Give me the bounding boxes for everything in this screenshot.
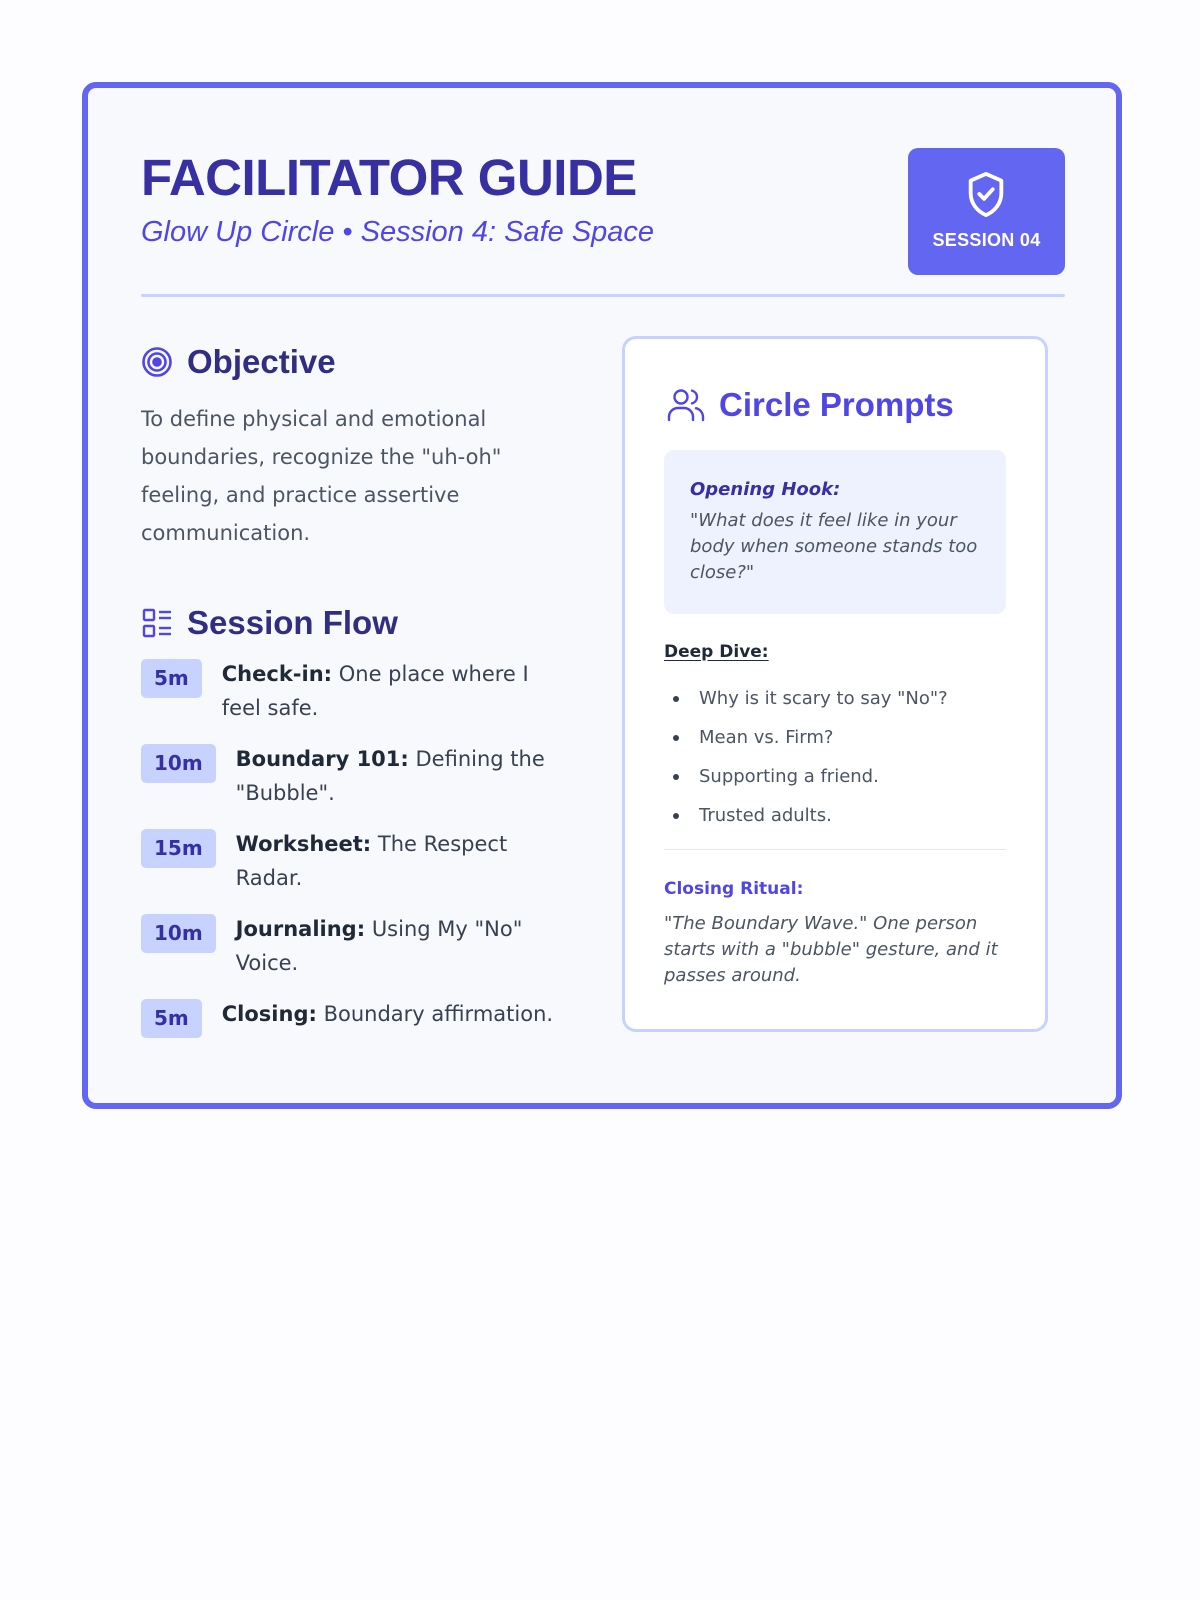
time-chip: 10m	[141, 914, 216, 953]
flow-item-description: The Respect Radar.	[235, 832, 508, 890]
list-item	[664, 718, 1004, 757]
deep-dive-list	[664, 679, 1004, 835]
bullet-icon	[673, 696, 679, 702]
deep-dive-item-text: Mean vs. Firm?	[699, 727, 834, 748]
flow-item-description: Using My "No" Voice.	[235, 917, 523, 975]
flow-item	[141, 827, 571, 895]
facilitator-guide-card	[82, 82, 1122, 1109]
list-item	[664, 796, 1004, 835]
deep-dive-item-text: Why is it scary to say "No"?	[699, 688, 948, 709]
deep-dive-label: Deep Dive:	[664, 642, 769, 662]
users-icon	[667, 387, 705, 423]
left-column	[141, 338, 571, 1055]
flow-item-text	[236, 912, 536, 980]
time-chip: 5m	[141, 999, 202, 1038]
bullet-icon	[673, 774, 679, 780]
objective-text: To define physical and emotional boundaries, recognize the "uh-oh" feeling, and practice assertive communication.	[141, 407, 502, 545]
closing-ritual-label: Closing Ritual:	[664, 879, 804, 899]
bullet-icon	[673, 735, 679, 741]
list-item	[664, 757, 1004, 796]
bullet-icon	[673, 813, 679, 819]
objective-heading: Objective	[187, 343, 336, 380]
flow-item-label: Journaling:	[235, 917, 366, 941]
opening-hook-box	[664, 450, 1006, 614]
flow-item-description: Defining the "Bubble".	[235, 747, 545, 805]
page-title: FACILITATOR GUIDE	[141, 149, 637, 206]
flow-item-description: Boundary affirmation.	[323, 1002, 554, 1026]
flow-item-description: One place where I feel safe.	[221, 662, 529, 720]
flow-item-label: Check-in:	[221, 662, 333, 686]
flow-item-text	[222, 657, 562, 725]
target-icon	[141, 346, 173, 378]
closing-ritual-text: "The Boundary Wave." One person starts with a "bubble" gesture, and it passes around.	[664, 913, 998, 986]
time-chip: 5m	[141, 659, 202, 698]
session-badge	[908, 148, 1065, 275]
flow-item	[141, 742, 571, 810]
flow-item	[141, 912, 571, 980]
flow-item	[141, 657, 571, 725]
list-item	[664, 679, 1004, 718]
panel-divider	[664, 849, 1006, 850]
flow-item-label: Boundary 101:	[235, 747, 409, 771]
circle-prompts-panel	[622, 336, 1048, 1032]
time-chip: 10m	[141, 744, 216, 783]
circle-prompts-heading: Circle Prompts	[719, 386, 954, 423]
header	[141, 146, 1065, 296]
page-subtitle: Glow Up Circle • Session 4: Safe Space	[141, 216, 655, 248]
flow-item-label: Closing:	[221, 1002, 317, 1026]
time-chip: 15m	[141, 829, 216, 868]
session-flow-header	[141, 599, 571, 647]
objective-header	[141, 338, 571, 386]
opening-hook-quote: "What does it feel like in your body when someone stands too close?"	[690, 510, 978, 583]
session-badge-label: SESSION 04	[932, 230, 1041, 250]
shield-check-icon	[963, 170, 1009, 220]
list-icon	[141, 607, 173, 639]
session-flow-list	[141, 657, 571, 1038]
circle-prompts-header	[667, 381, 954, 429]
flow-item	[141, 997, 571, 1038]
deep-dive-item-text: Trusted adults.	[699, 805, 832, 826]
session-flow-heading: Session Flow	[187, 604, 398, 641]
flow-item-text	[222, 997, 562, 1031]
header-divider	[141, 294, 1065, 297]
flow-item-label: Worksheet:	[235, 832, 372, 856]
deep-dive-item-text: Supporting a friend.	[699, 766, 879, 787]
opening-hook-label: Opening Hook:	[690, 479, 841, 500]
flow-item-text	[236, 827, 571, 895]
flow-item-text	[236, 742, 566, 810]
